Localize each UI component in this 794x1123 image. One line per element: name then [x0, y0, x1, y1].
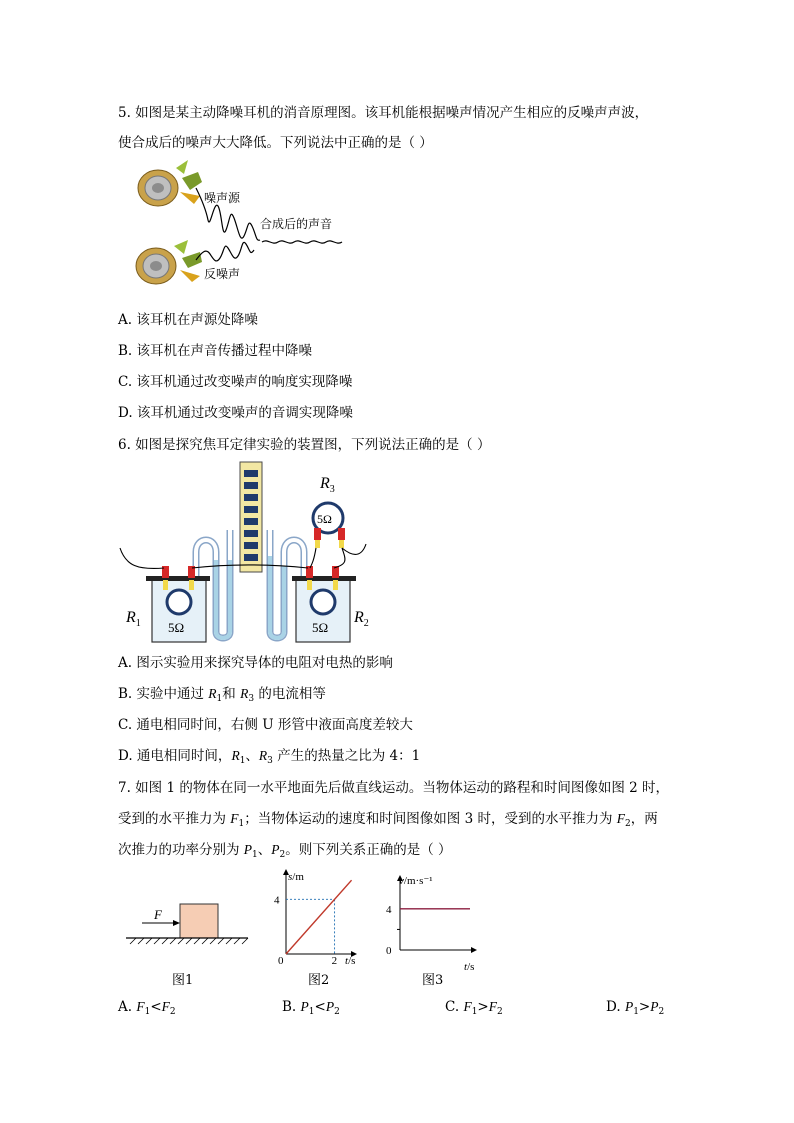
speaker-bottom-icon	[136, 240, 202, 284]
q5-option-d: D. 该耳机通过改变噪声的音调实现降噪	[118, 405, 353, 421]
q6-option-a: A. 图示实验用来探究导体的电阻对电热的影响	[118, 655, 393, 671]
q6-stem: 6. 如图是探究焦耳定律实验的装置图，下列说法正确的是（ ）	[118, 437, 491, 453]
fig2-data-line	[286, 880, 352, 954]
q7-option-b: B. $P_1<P_2$	[282, 999, 340, 1017]
fig2-ytick-label: 4	[274, 894, 280, 907]
force-arrowhead	[173, 920, 180, 926]
fig3-x-arrow	[471, 947, 477, 953]
scale-column	[240, 462, 262, 572]
q7-option-d: D. $P_1>P_2$	[606, 999, 665, 1017]
q7-stem-line3: 次推力的功率分别为 $P_1$、$P_2$。则下列关系正确的是（ ）	[118, 842, 452, 860]
noise-source-label: 噪声源	[204, 191, 241, 205]
fig2-y-label: s/m	[288, 871, 304, 883]
speaker-top-icon	[138, 160, 202, 206]
force-label: F	[154, 907, 162, 922]
fig3-caption: 图3	[422, 973, 444, 988]
fig3-ytick-label: 4	[386, 903, 392, 916]
q7-stem-line2: 受到的水平推力为 $F_1$；当物体运动的速度和时间图像如图 3 时，受到的水平推力为 $F_2$，两	[118, 811, 658, 829]
figure-1-caption: 图1	[172, 973, 194, 988]
ground-hatch	[130, 938, 248, 944]
fig3-x-label: t/s	[464, 961, 475, 973]
q6-option-c: C. 通电相同时间，右侧 U 形管中液面高度差较大	[118, 717, 413, 733]
fig2-xtick-label: 2	[331, 955, 338, 967]
r3-value: 5Ω	[317, 512, 332, 526]
q5-stem-line2: 使合成后的噪声大大降低。下列说法中正确的是（ ）	[118, 135, 433, 151]
q7-option-a: A. $F_1<F_2$	[118, 999, 176, 1017]
combined-wave	[262, 241, 342, 243]
q7-option-c: C. $F_1>F_2$	[445, 999, 503, 1017]
fig2-origin: 0	[278, 955, 284, 967]
q5-option-b: B. 该耳机在声音传播过程中降噪	[118, 343, 313, 359]
q5-option-c: C. 该耳机通过改变噪声的响度实现降噪	[118, 374, 353, 390]
anti-noise-label: 反噪声	[204, 267, 241, 281]
fig3-origin-label: 0	[386, 945, 392, 957]
fig2-x-label: t/s	[345, 955, 356, 967]
r1-value: 5Ω	[168, 620, 185, 635]
q5-stem-line1: 5. 如图是某主动降噪耳机的消音原理图。该耳机能根据噪声情况产生相应的反噪声声波，	[118, 105, 649, 121]
joule-law-apparatus	[118, 460, 388, 645]
r3-label: $R_3$	[320, 475, 335, 495]
r2-value: 5Ω	[312, 620, 329, 635]
q5-option-a: A. 该耳机在声源处降噪	[118, 312, 258, 328]
figure-2-s-t-graph	[270, 866, 370, 990]
anti-noise-wave	[196, 242, 254, 261]
q7-stem-line1: 7. 如图 1 的物体在同一水平地面先后做直线运动。当物体运动的路程和时间图像如图 2 时，	[118, 780, 670, 796]
r1-label: $R_1$	[126, 609, 141, 629]
block	[180, 904, 218, 938]
combined-sound-label: 合成后的声音	[260, 217, 333, 231]
q6-option-b: B. 实验中通过 $R_1$和 $R_3$ 的电流相等	[118, 686, 326, 704]
q6-option-d: D. 通电相同时间，$R_1$、$R_3$ 产生的热量之比为 4：1	[118, 748, 421, 766]
r2-label: $R_2$	[354, 609, 369, 629]
figure-3-v-t-graph	[380, 870, 490, 994]
fig2-caption: 图2	[308, 973, 330, 988]
noise-cancel-diagram	[130, 160, 370, 300]
figure-1-block	[120, 892, 260, 992]
fig3-y-label: v/m·s⁻¹	[399, 875, 433, 887]
